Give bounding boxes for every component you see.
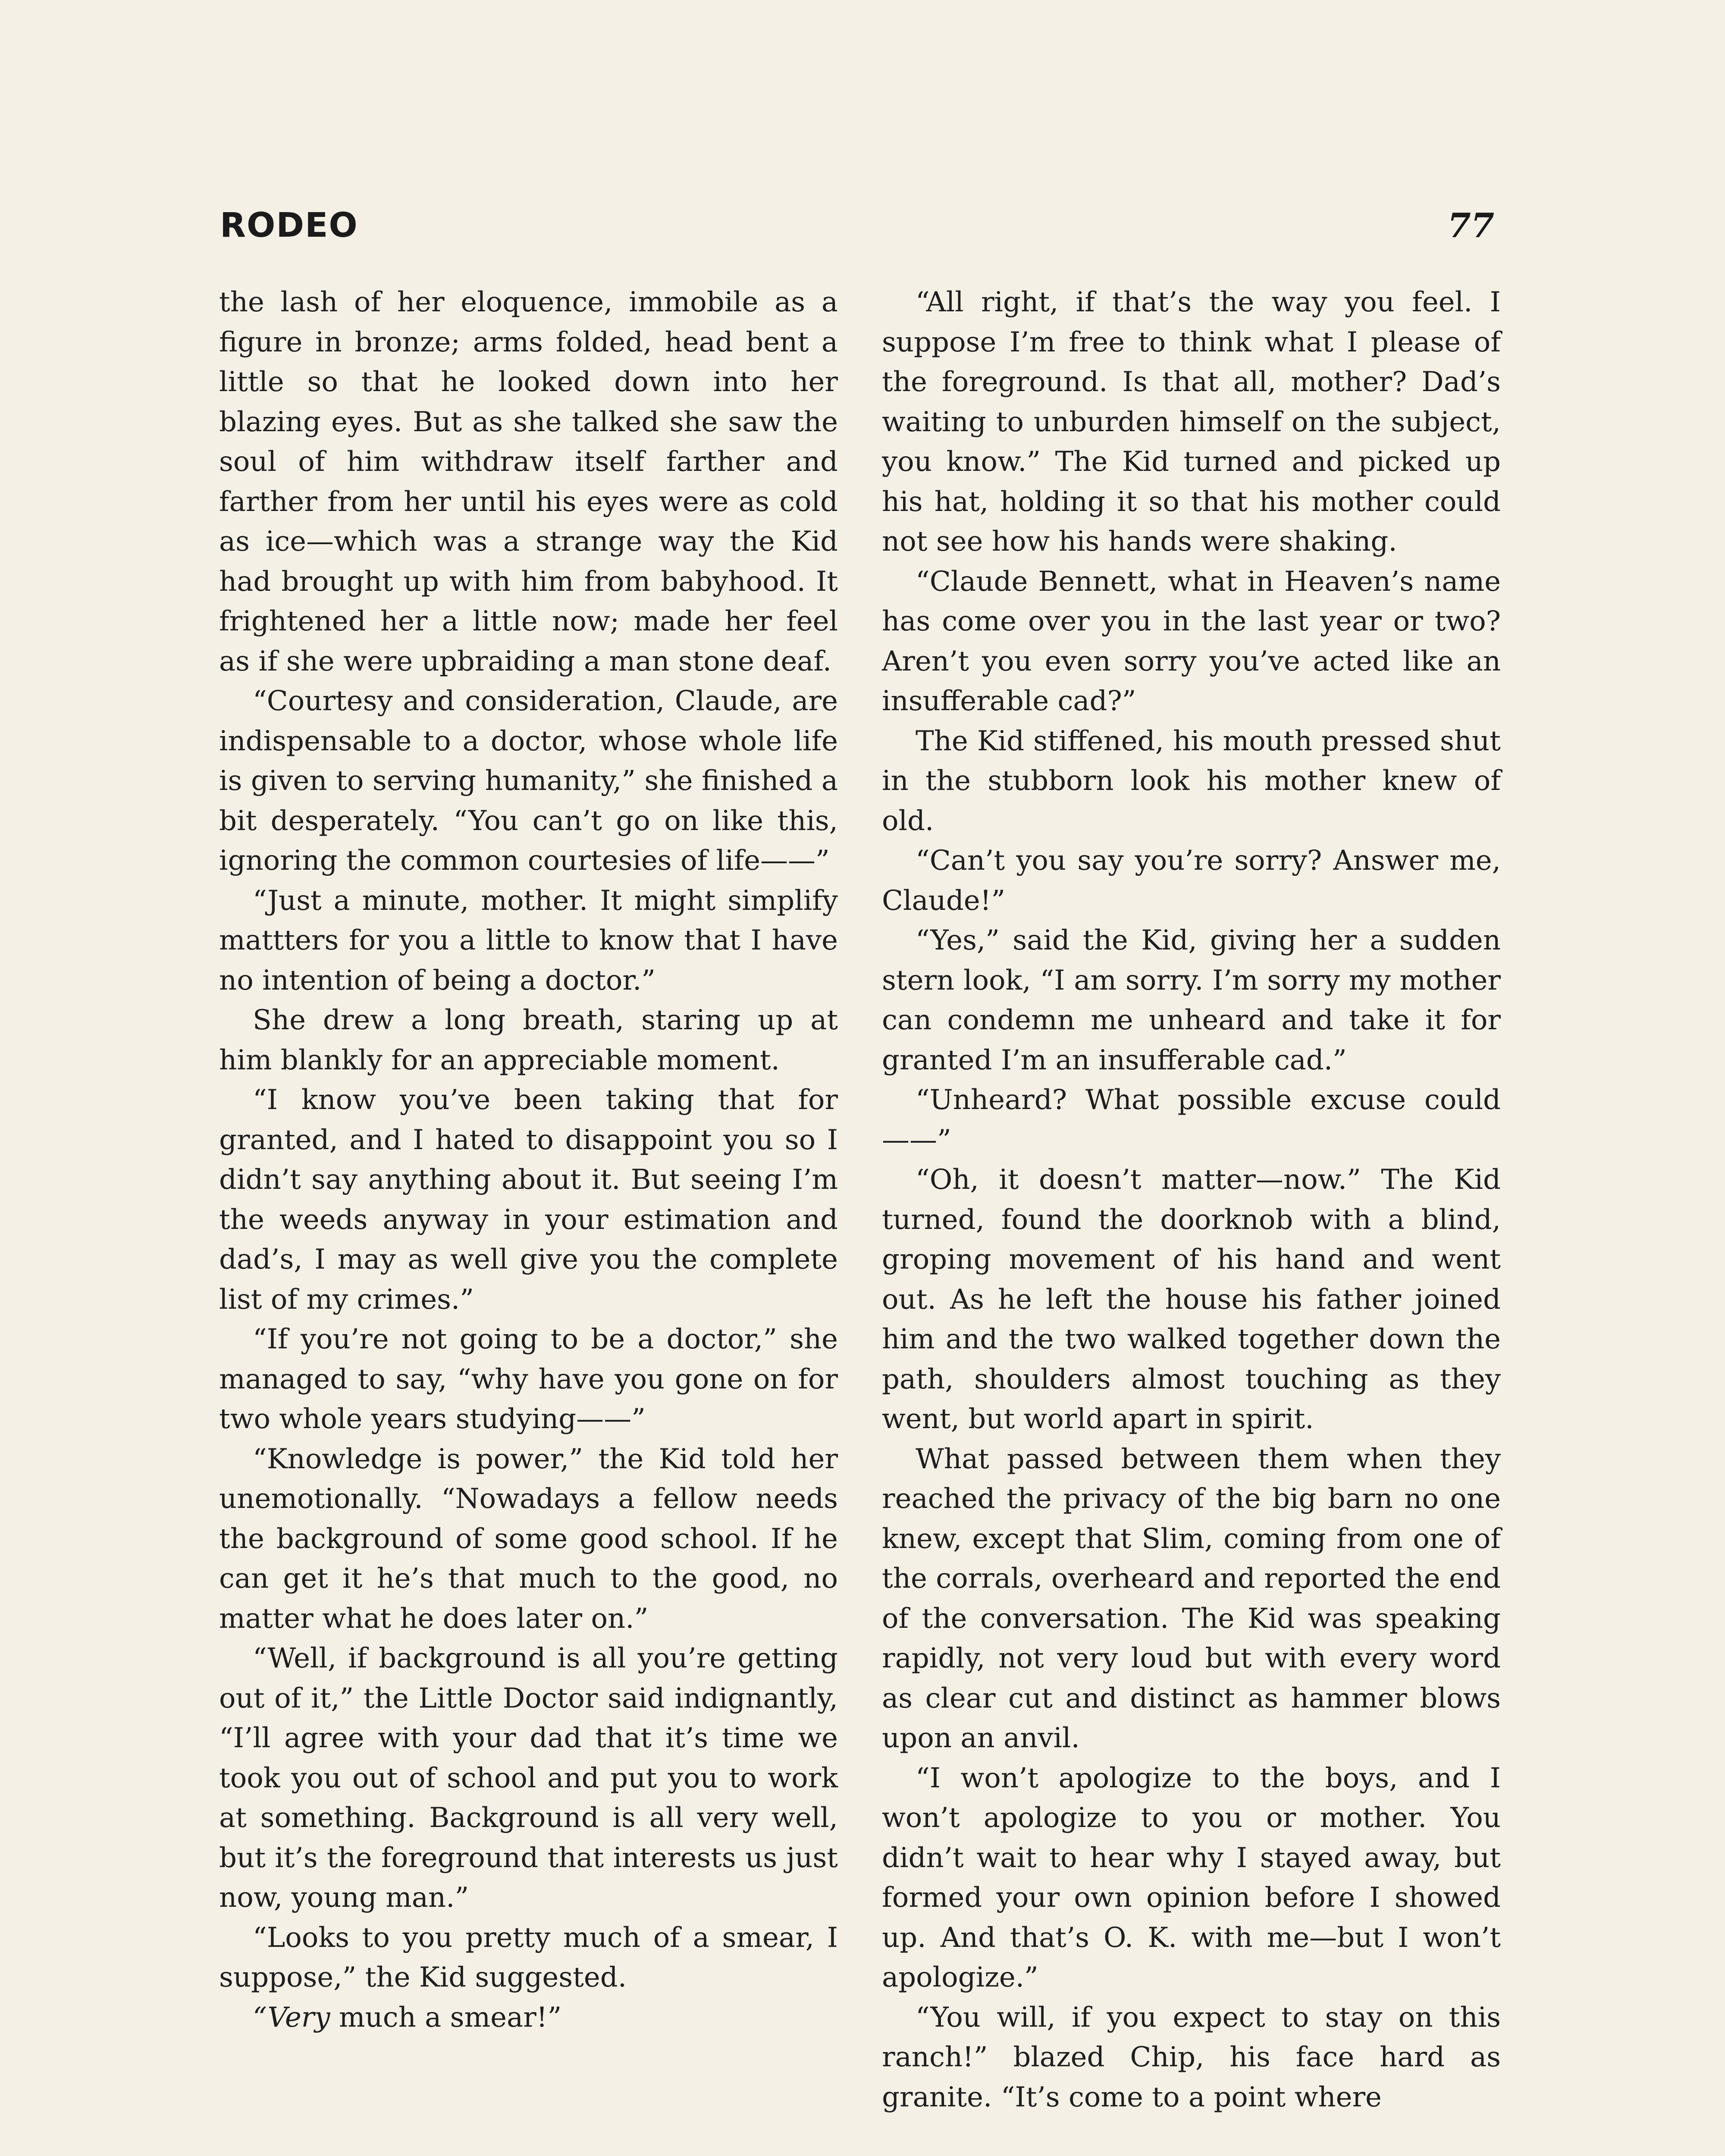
paragraph: What passed between them when they reached the privacy of the big barn no one knew, except that Slim, coming from one of the corrals, overheard and reported the end of the conversation. The Kid was speaking rapidly, not very loud but with every word as clear cut and distinct as hammer blows upon an anvil. — [882, 1443, 1501, 1754]
paragraph: “Knowledge is power,” the Kid told her unemotionally. “Nowadays a fellow needs the background of some good school. If he can get it he’s that much to the good, no matter what he does later on.” — [219, 1443, 838, 1635]
paragraph: “Unheard? What possible excuse could——” — [882, 1084, 1501, 1156]
paragraph-emphasis — [219, 1998, 838, 2038]
paragraph: “Just a minute, mother. It might simplify mattters for you a little to know that I have no intention of being a doctor.” — [219, 884, 838, 997]
paragraph: “All right, if that’s the way you feel. I suppose I’m free to think what I please of the foreground. Is that all, mother? Dad’s waiting to unburden himself on the subject, you know.” The Kid turned and picked up his hat, holding it so that his mother could not see how his hands were shaking. — [882, 286, 1501, 558]
paragraph: “Yes,” said the Kid, giving her a sudden stern look, “I am sorry. I’m sorry my mother can condemn me unheard and take it for granted I’m an insufferable cad.” — [882, 924, 1501, 1076]
paragraph: “If you’re not going to be a doctor,” she managed to say, “why have you gone on for two whole years studying——” — [219, 1323, 838, 1435]
paragraph: “I won’t apologize to the boys, and I won’t apologize to you or mother. You didn’t wait to hear why I stayed away, but formed your own opinion before I showed up. And that’s O. K. with me—but I won’t apologize.” — [882, 1762, 1501, 1993]
paragraph: “Claude Bennett, what in Heaven’s name has come over you in the last year or two? Aren’t you even sorry you’ve acted like an insufferable cad?” — [882, 565, 1501, 717]
right-column — [882, 282, 1501, 2156]
left-column — [219, 282, 838, 2156]
paragraph: “You will, if you expect to stay on this ranch!” blazed Chip, his face hard as granite. “It’s come to a point where — [882, 2001, 1501, 2113]
paragraph: “Oh, it doesn’t matter—now.” The Kid turned, found the doorknob with a blind, groping movement of his hand and went out. As he left the house his father joined him and the two walked together down the path, shoulders almost touching as they went, but world apart in spirit. — [882, 1164, 1501, 1435]
paragraph: The Kid stiffened, his mouth pressed shut in the stubborn look his mother knew of old. — [882, 725, 1501, 837]
paragraph-rest: much a smear!” — [330, 2001, 562, 2034]
paragraph: She drew a long breath, staring up at him blankly for an appreciable moment. — [219, 1004, 838, 1076]
page-number: 77 — [1447, 206, 1494, 245]
paragraph: “Can’t you say you’re sorry? Answer me, Claude!” — [882, 845, 1501, 917]
paragraph: “Well, if background is all you’re getting out of it,” the Little Doctor said indignantly, “I’ll agree with your dad that it’s time we took you out of school and put you to work at something. Background is all very well, but it’s the foreground that interests us just now, young man.” — [219, 1642, 838, 1914]
paragraph: “Looks to you pretty much of a smear, I suppose,” the Kid suggested. — [219, 1921, 838, 1993]
paragraph: the lash of her eloquence, immobile as a figure in bronze; arms folded, head bent a little so that he looked down into her blazing eyes. But as she talked she saw the soul of him withdraw itself farther and farther from her until his eyes were as cold as ice—which was a strange way the Kid had brought up with him from babyhood. It frightened her a little now; made her feel as if she were upbraiding a man stone deaf. — [219, 286, 838, 677]
paragraph: “Courtesy and consideration, Claude, are indispensable to a doctor, whose whole life is given to serving humanity,” she finished a bit desperately. “You can’t go on like this, ignoring the common courtesies of life——” — [219, 685, 838, 877]
italic-word: “Very — [253, 2001, 330, 2034]
running-head — [220, 206, 1494, 254]
running-title: RODEO — [220, 206, 358, 245]
paragraph: “I know you’ve been taking that for granted, and I hated to disappoint you so I didn’t say anything about it. But seeing I’m the weeds anyway in your estimation and dad’s, I may as well give you the complete list of my crimes.” — [219, 1084, 838, 1316]
